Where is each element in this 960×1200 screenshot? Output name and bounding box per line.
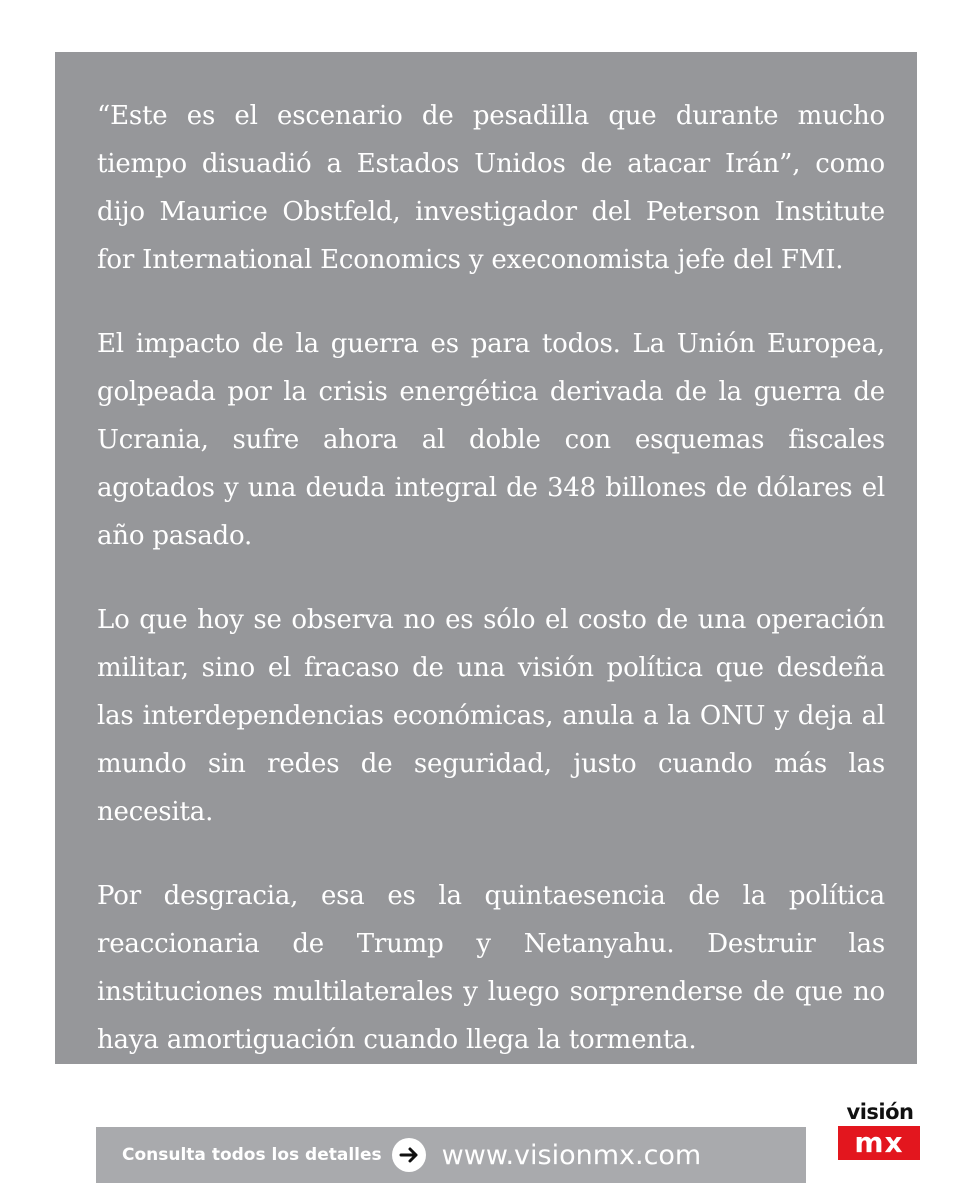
logo-mx-box: mx: [838, 1126, 920, 1160]
logo-vision-text: visión: [846, 1100, 914, 1124]
arrow-right-icon: [392, 1138, 426, 1172]
paragraph-3: Lo que hoy se observa no es sólo el costo de una operación militar, sino el fracaso de una visión política que desdeña las interdependencias económicas, anula a la ONU y deja al mundo sin redes de seguridad, justo cuando más las necesita.: [97, 605, 885, 827]
article-text-panel: [55, 52, 917, 1064]
cta-label: Consulta todos los detalles: [122, 1145, 382, 1165]
visionmx-logo: [838, 1098, 922, 1164]
website-link[interactable]: www.visionmx.com: [441, 1139, 702, 1171]
paragraph-2: El impacto de la guerra es para todos. La Unión Europea, golpeada por la crisis energética derivada de la guerra de Ucrania, sufre ahora al doble con esquemas fiscales agotados y una deuda integral de 348 billones de dólares el año pasado.: [97, 329, 885, 551]
paragraph-4: Por desgracia, esa es la quintaesencia de la política reaccionaria de Trump y Netanyahu. Destruir las instituciones multilaterales y luego sorprenderse de que no haya amortiguación cuando llega la tormenta.: [97, 881, 885, 1055]
paragraph-1: “Este es el escenario de pesadilla que durante mucho tiempo disuadió a Estados Unidos de atacar Irán”, como dijo Maurice Obstfeld, investigador del Peterson Institute for International Economics y execonomista jefe del FMI.: [97, 101, 885, 275]
details-link-bar[interactable]: [96, 1127, 806, 1183]
